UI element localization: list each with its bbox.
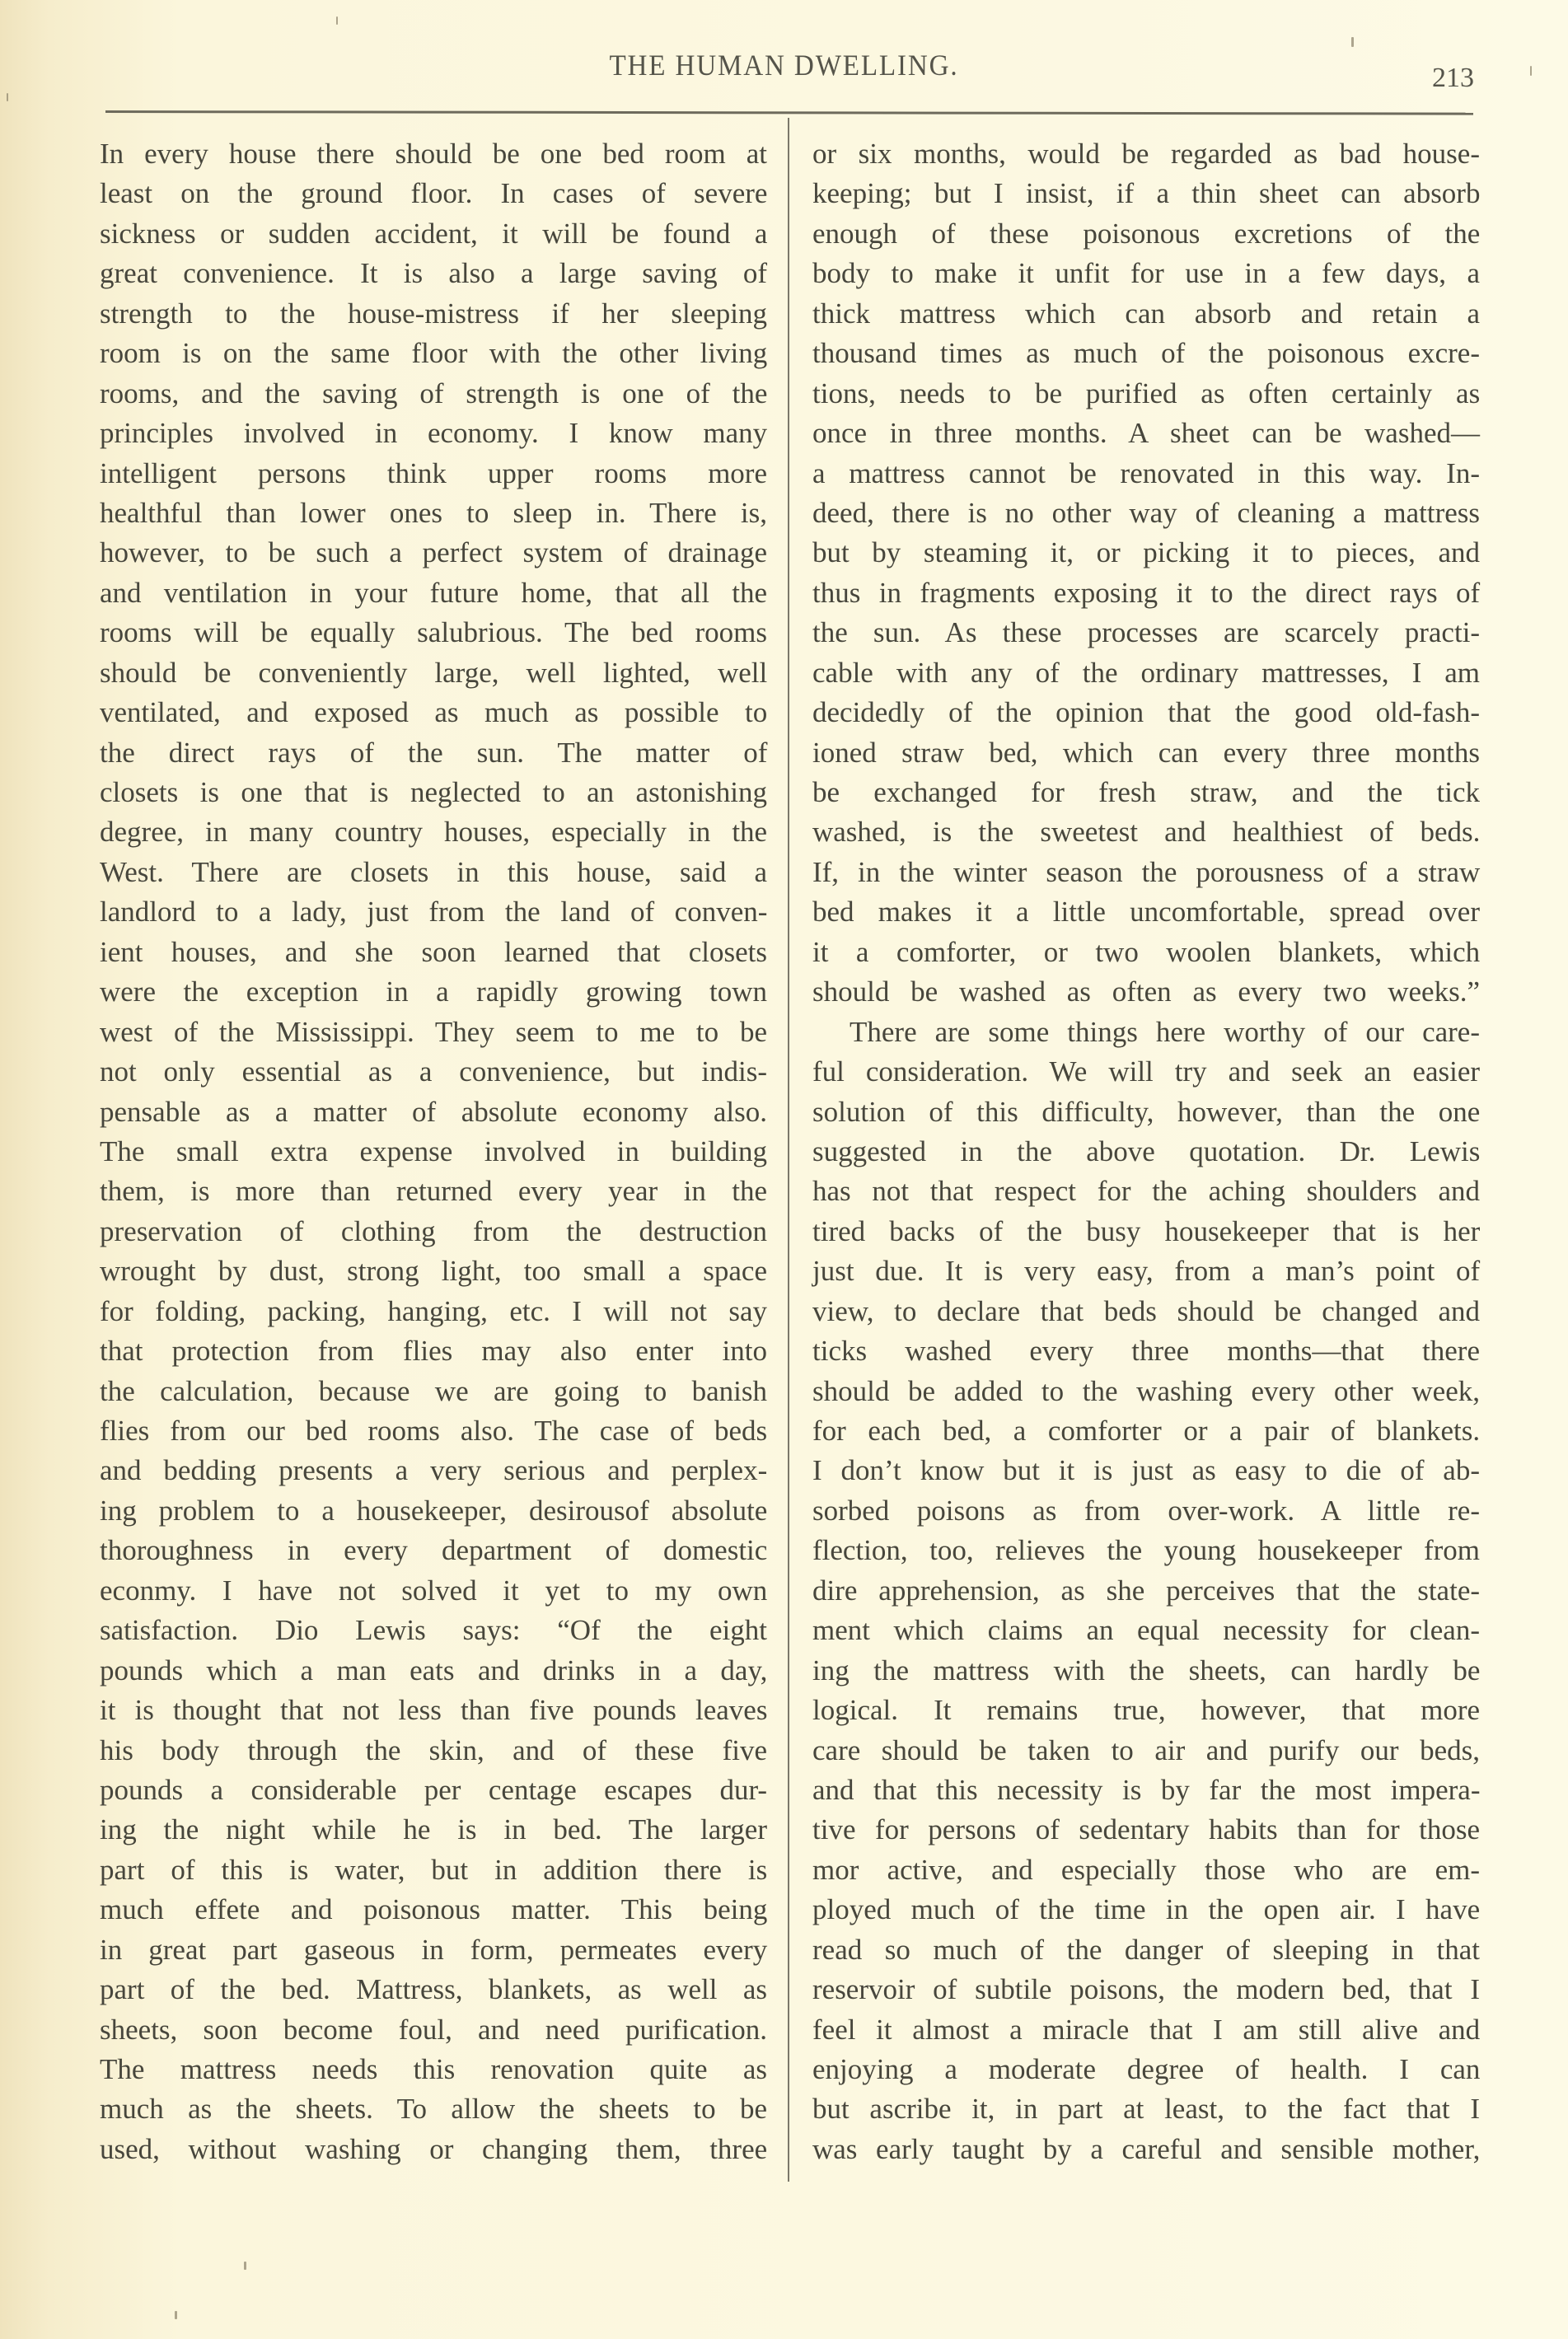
- text-line: healthful than lower ones to sleep in. There is,: [100, 496, 767, 529]
- text-line: much as the sheets. To allow the sheets to be: [100, 2093, 767, 2126]
- text-line: part of the bed. Mattress, blankets, as well as: [100, 1973, 767, 2006]
- text-line: for each bed, a comforter or a pair of blankets.: [812, 1415, 1481, 1447]
- text-line: used, without washing or changing them, three: [100, 2132, 768, 2165]
- text-line: were the exception in a rapidly growing town: [100, 975, 767, 1008]
- text-line: and ventilation in your future home, that all the: [100, 576, 767, 609]
- text-line: sorbed poisons as from over-work. A little re-: [812, 1494, 1480, 1527]
- text-line: and bedding presents a very serious and perplex-: [100, 1454, 768, 1487]
- text-line: West. There are closets in this house, said a: [100, 855, 767, 888]
- text-line: bed makes it a little uncomfortable, spread over: [812, 896, 1480, 929]
- text-line: ioned straw bed, which can every three months: [812, 736, 1480, 769]
- text-line: part of this is water, but in addition there is: [100, 1853, 768, 1886]
- text-line: The small extra expense involved in building: [100, 1134, 767, 1167]
- text-line: body to make it unfit for use in a few days, a: [812, 257, 1480, 290]
- text-line: preservation of clothing from the destruction: [100, 1214, 767, 1247]
- text-line: landlord to a lady, just from the land of conven-: [100, 896, 768, 929]
- text-line: strength to the house-mistress if her sleeping: [100, 297, 767, 330]
- text-line: satisfaction. Dio Lewis says: “Of the eight: [100, 1614, 767, 1647]
- text-line: was early taught by a careful and sensible mother,: [812, 2132, 1481, 2165]
- text-line: econmy. I have not solved it yet to my own: [100, 1574, 768, 1607]
- text-line: logical. It remains true, however, that more: [812, 1694, 1481, 1727]
- text-line: much effete and poisonous matter. This being: [100, 1893, 768, 1926]
- text-line: decidedly of the opinion that the good old-fash-: [812, 696, 1480, 729]
- text-line: If, in the winter season the porousness of a straw: [812, 855, 1481, 888]
- text-line: just due. It is very easy, from a man’s point of: [812, 1255, 1481, 1288]
- text-line: ticks washed every three months—that there: [812, 1335, 1480, 1368]
- text-line: sickness or sudden accident, it will be found a: [100, 217, 768, 250]
- text-line: however, to be such a perfect system of drainage: [100, 536, 767, 569]
- text-line: dire apprehension, as she perceives that the state-: [812, 1574, 1481, 1607]
- text-line: should be added to the washing every other week,: [812, 1374, 1480, 1407]
- text-line: principles involved in economy. I know many: [100, 417, 768, 450]
- text-line: pounds which a man eats and drinks in a day,: [100, 1654, 768, 1686]
- text-line: that protection from flies may also enter into: [100, 1335, 767, 1368]
- left-text-column: [100, 134, 767, 2169]
- text-line: ventilated, and exposed as much as possible to: [100, 696, 768, 729]
- text-line: feel it almost a miracle that I am still alive and: [812, 2013, 1481, 2046]
- text-line: The mattress needs this renovation quite as: [100, 2053, 767, 2085]
- scan-speck: [7, 93, 8, 101]
- text-line: not only essential as a convenience, but indis-: [100, 1055, 767, 1088]
- text-line: view, to declare that beds should be changed and: [812, 1294, 1480, 1327]
- text-line: closets is one that is neglected to an astonishing: [100, 776, 767, 808]
- text-line: In every house there should be one bed room at: [100, 138, 767, 170]
- text-line: it a comforter, or two woolen blankets, which: [812, 935, 1481, 968]
- text-line: in great part gaseous in form, permeates every: [100, 1933, 768, 1966]
- text-line: his body through the skin, and of these five: [100, 1733, 767, 1766]
- text-line: reservoir of subtile poisons, the modern bed, that I: [812, 1973, 1480, 2006]
- text-line: thousand times as much of the poisonous excre-: [812, 337, 1480, 370]
- text-line: enough of these poisonous excretions of the: [812, 217, 1481, 250]
- scan-speck: [1351, 37, 1354, 47]
- page-number: 213: [1432, 63, 1474, 93]
- text-line: once in three months. A sheet can be washed—: [812, 417, 1480, 450]
- text-line: rooms, and the saving of strength is one of the: [100, 377, 768, 409]
- text-line: least on the ground floor. In cases of severe: [100, 177, 768, 210]
- text-line: sheets, soon become foul, and need purification.: [100, 2013, 767, 2046]
- text-line: cable with any of the ordinary mattresses, I am: [812, 656, 1481, 689]
- text-line: keeping; but I insist, if a thin sheet can absorb: [812, 177, 1481, 210]
- text-line: thus in fragments exposing it to the direct rays of: [812, 576, 1481, 609]
- text-line: tions, needs to be purified as often certainly as: [812, 377, 1481, 409]
- text-line: tive for persons of sedentary habits than for those: [812, 1813, 1481, 1846]
- text-line: room is on the same floor with the other living: [100, 337, 768, 370]
- text-line: pensable as a matter of absolute economy also.: [100, 1095, 768, 1128]
- text-line: the direct rays of the sun. The matter of: [100, 736, 768, 769]
- text-line: the calculation, because we are going to banish: [100, 1374, 767, 1407]
- text-line: ful consideration. We will try and seek an easier: [812, 1055, 1481, 1088]
- text-line: ing the night while he is in bed. The larger: [100, 1813, 767, 1846]
- text-line: enjoying a moderate degree of health. I can: [812, 2053, 1481, 2085]
- text-line: tired backs of the busy housekeeper that is her: [812, 1214, 1481, 1247]
- text-line: them, is more than returned every year in the: [100, 1175, 767, 1208]
- text-line: ment which claims an equal necessity for clean-: [812, 1614, 1480, 1647]
- text-line: I don’t know but it is just as easy to die of ab-: [812, 1454, 1480, 1487]
- text-line: wrought by dust, strong light, too small a space: [100, 1255, 767, 1288]
- text-line: deed, there is no other way of cleaning a mattress: [812, 496, 1480, 529]
- text-line: the sun. As these processes are scarcely practi-: [812, 616, 1481, 649]
- text-line: There are some things here worthy of our care-: [850, 1015, 1480, 1048]
- text-line: ing problem to a housekeeper, desirousof absolute: [100, 1494, 768, 1527]
- text-line: ient houses, and she soon learned that closets: [100, 935, 767, 968]
- text-line: for folding, packing, hanging, etc. I will not say: [100, 1294, 767, 1327]
- text-line: mor active, and especially those who are em-: [812, 1853, 1480, 1886]
- text-line: rooms will be equally salubrious. The bed rooms: [100, 616, 767, 649]
- scan-speck: [244, 2262, 246, 2270]
- text-line: thoroughness in every department of domestic: [100, 1534, 768, 1567]
- scan-speck: [336, 16, 338, 25]
- text-line: read so much of the danger of sleeping in that: [812, 1933, 1480, 1966]
- text-line: has not that respect for the aching shoulders and: [812, 1175, 1480, 1208]
- text-line: should be washed as often as every two weeks.”: [812, 975, 1480, 1008]
- text-line: flies from our bed rooms also. The case of beds: [100, 1415, 768, 1447]
- text-line: and that this necessity is by far the most impera-: [812, 1773, 1481, 1806]
- running-title: THE HUMAN DWELLING.: [609, 49, 959, 82]
- text-line: or six months, would be regarded as bad house-: [812, 138, 1480, 170]
- column-divider: [788, 118, 789, 2182]
- text-line: solution of this difficulty, however, than the one: [812, 1095, 1481, 1128]
- text-line: but ascribe it, in part at least, to the fact that I: [812, 2093, 1480, 2126]
- text-line: flection, too, relieves the young housekeeper from: [812, 1534, 1480, 1567]
- scan-speck: [1530, 66, 1532, 76]
- text-line: great convenience. It is also a large saving of: [100, 257, 768, 290]
- text-line: be exchanged for fresh straw, and the tick: [812, 776, 1480, 808]
- text-line: should be conveniently large, well lighted, well: [100, 656, 768, 689]
- text-line: thick mattress which can absorb and retain a: [812, 297, 1481, 330]
- text-line: washed, is the sweetest and healthiest of beds.: [812, 816, 1481, 849]
- text-line: degree, in many country houses, especially in the: [100, 816, 768, 849]
- text-line: but by steaming it, or picking it to pieces, and: [812, 536, 1480, 569]
- text-line: suggested in the above quotation. Dr. Lewis: [812, 1134, 1481, 1167]
- right-text-column: [812, 134, 1480, 2169]
- text-line: care should be taken to air and purify our beds,: [812, 1733, 1480, 1766]
- scan-speck: [175, 2311, 177, 2319]
- header-rule: [105, 110, 1473, 115]
- text-line: west of the Mississippi. They seem to me to be: [100, 1015, 767, 1048]
- text-line: intelligent persons think upper rooms more: [100, 456, 767, 489]
- text-line: ing the mattress with the sheets, can hardly be: [812, 1654, 1481, 1686]
- text-line: ployed much of the time in the open air. I have: [812, 1893, 1481, 1926]
- text-line: pounds a considerable per centage escapes dur-: [100, 1773, 768, 1806]
- text-line: a mattress cannot be renovated in this way. In-: [812, 456, 1480, 489]
- text-line: it is thought that not less than five pounds leaves: [100, 1694, 768, 1727]
